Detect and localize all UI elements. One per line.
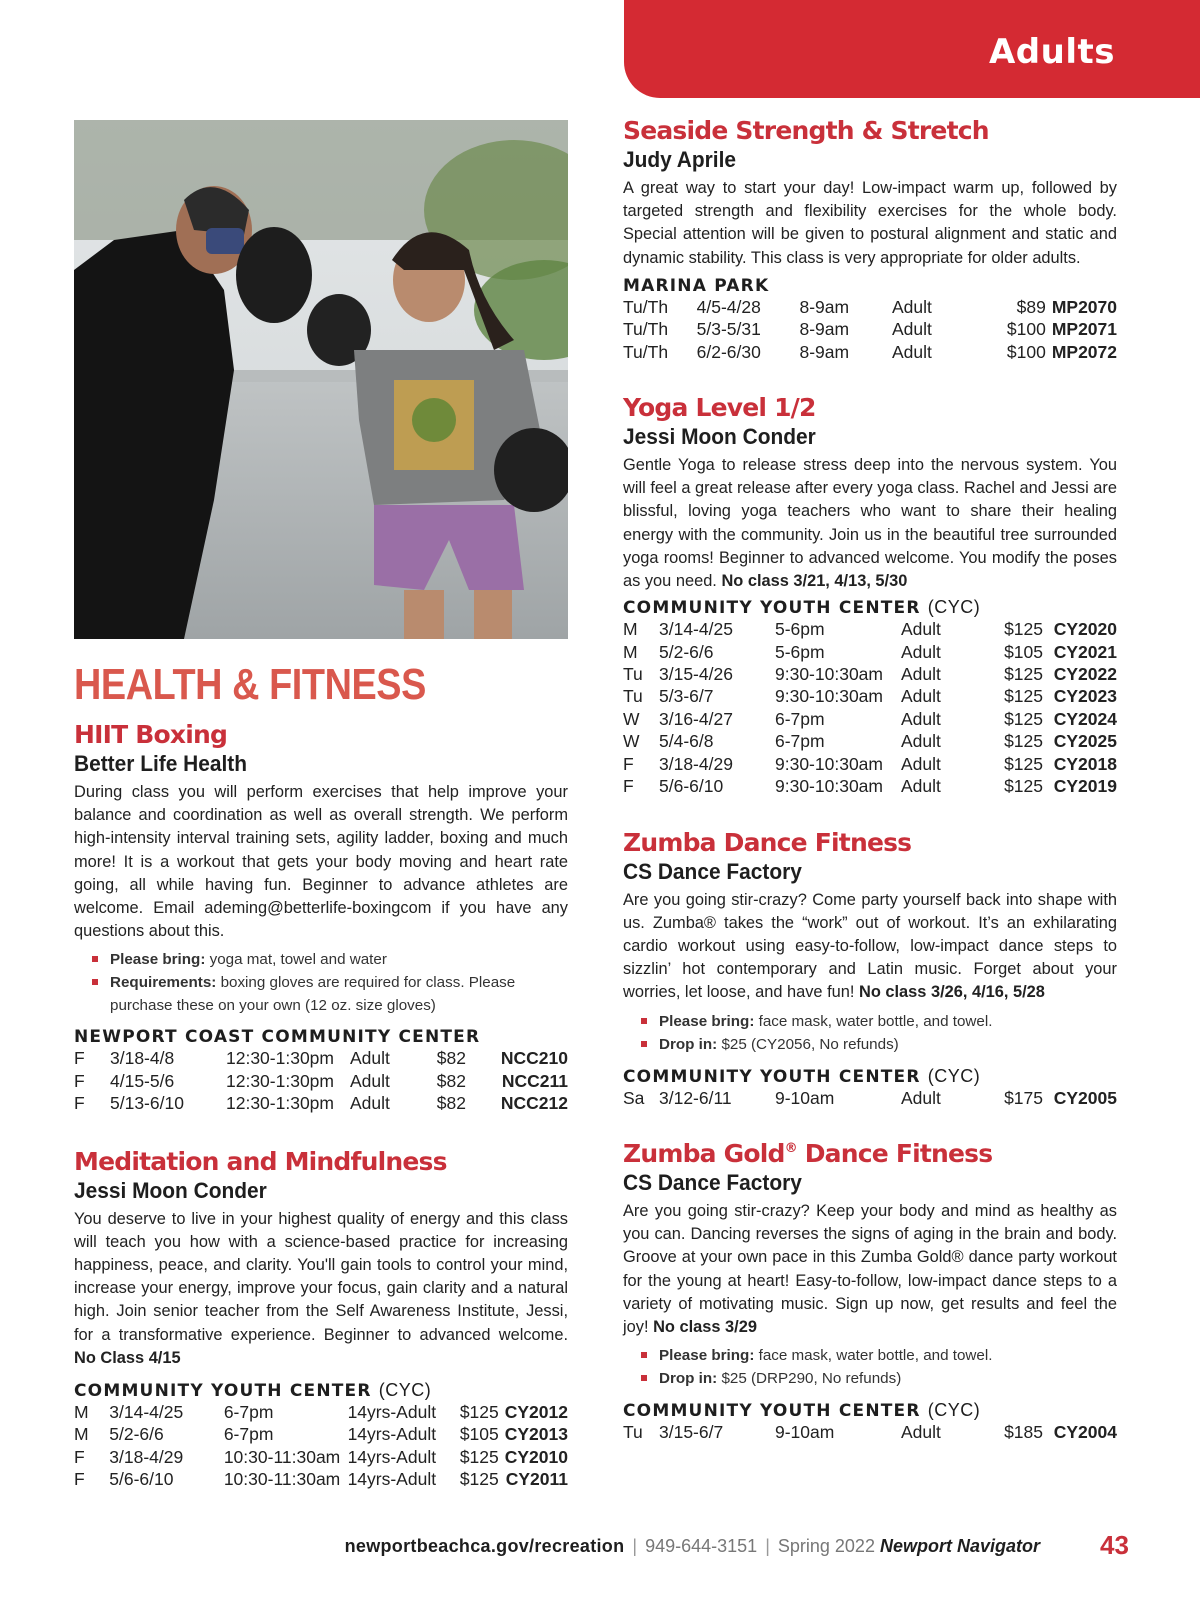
table-row: M 3/14-4/25 6-7pm 14yrs-Adult $125 CY2012: [74, 1402, 568, 1423]
class-yoga: [623, 393, 1117, 797]
boxing-class-photo: [74, 120, 568, 639]
table-row: F 4/15-5/6 12:30-1:30pm Adult $82 NCC211: [74, 1070, 568, 1091]
bullet-item: Drop in: $25 (CY2056, No refunds): [641, 1033, 1117, 1056]
table-row: W 5/4-6/8 6-7pm Adult $125 CY2025: [623, 731, 1117, 752]
class-description: A great way to start your day! Low-impact warm up, followed by targeted strength and flexibility exercises for the whole body. Special attention will be given to postural alignment and static and dynamic stability. This class is very appropriate for older adults.: [623, 179, 1117, 267]
bullet-item: Please bring: yoga mat, towel and water: [92, 948, 568, 971]
class-title: Zumba Gold® Dance Fitness: [623, 1138, 993, 1168]
class-zumba: [623, 828, 1117, 1109]
class-instructor: Jessi Moon Conder: [623, 424, 816, 450]
class-bullets: [641, 1010, 1117, 1056]
section-title: HEALTH & FITNESS: [74, 660, 426, 709]
class-note: No class 3/29: [653, 1317, 757, 1336]
class-bullets: [92, 948, 568, 1017]
right-column: [623, 116, 1117, 1444]
bullet-item: Drop in: $25 (DRP290, No refunds): [641, 1367, 1117, 1390]
table-row: F 5/6-6/10 9:30-10:30am Adult $125 CY2019: [623, 776, 1117, 797]
class-location: NEWPORT COAST COMMUNITY CENTER: [74, 1027, 481, 1048]
schedule-table: [74, 1047, 568, 1114]
footer-text: newportbeachca.gov/recreation | 949-644-3151 | Spring 2022 Newport Navigator: [344, 1536, 1040, 1556]
class-zumba-gold: [623, 1139, 1117, 1444]
schedule-table: [623, 618, 1117, 797]
class-instructor: Better Life Health: [74, 751, 248, 776]
class-title: Seaside Strength & Stretch: [623, 116, 989, 145]
class-title: Zumba Dance Fitness: [623, 827, 912, 857]
class-note: No class 3/21, 4/13, 5/30: [721, 572, 908, 591]
table-row: F 3/18-4/29 9:30-10:30am Adult $125 CY2018: [623, 753, 1117, 774]
table-row: Tu/Th 4/5-4/28 8-9am Adult $89 MP2070: [623, 296, 1117, 317]
table-row: M 5/2-6/6 6-7pm 14yrs-Adult $105 CY2013: [74, 1424, 568, 1445]
class-title: Meditation and Mindfulness: [74, 1146, 447, 1176]
class-note: No Class 4/15: [74, 1348, 181, 1367]
class-description: Gentle Yoga to release stress deep into the nervous system. You will feel a great release after every yoga class. Rachel and Jessi are blissful, loving yoga teachers who want to share their healing energy with the community. Join us in the beautiful tree surrounded yoga rooms! Beginner to advanced welcome. You modify the poses as you need. No class 3/21, 4/13, 5/30: [623, 456, 1117, 591]
class-location: MARINA PARK: [623, 275, 770, 296]
bullet-item: Please bring: face mask, water bottle, and towel.: [641, 1344, 1117, 1367]
schedule-table: [623, 296, 1117, 363]
table-row: W 3/16-4/27 6-7pm Adult $125 CY2024: [623, 708, 1117, 729]
schedule-table: [74, 1401, 568, 1491]
class-bullets: [641, 1344, 1117, 1390]
footer-url[interactable]: newportbeachca.gov/recreation: [344, 1536, 625, 1556]
bullet-item: Please bring: face mask, water bottle, and towel.: [641, 1010, 1117, 1033]
table-row: Tu/Th 6/2-6/30 8-9am Adult $100 MP2072: [623, 341, 1117, 362]
class-title: HIIT Boxing: [74, 720, 228, 749]
class-location: COMMUNITY YOUTH CENTER (CYC): [74, 1380, 432, 1402]
class-meditation: [74, 1147, 568, 1491]
bullet-item: Requirements: boxing gloves are required for class. Please purchase these on your own (12 oz. size gloves): [92, 971, 568, 1017]
schedule-table: [623, 1087, 1117, 1109]
table-row: M 3/14-4/25 5-6pm Adult $125 CY2020: [623, 619, 1117, 640]
class-instructor: CS Dance Factory: [623, 1169, 802, 1195]
table-row: F 5/13-6/10 12:30-1:30pm Adult $82 NCC212: [74, 1093, 568, 1114]
class-title: Yoga Level 1/2: [623, 393, 816, 423]
schedule-table: [623, 1421, 1117, 1443]
footer-phone: 949-644-3151: [645, 1536, 758, 1556]
table-row: F 5/6-6/10 10:30-11:30am 14yrs-Adult $125 CY2011: [74, 1469, 568, 1490]
page-number: 43: [1100, 1530, 1129, 1560]
table-row: Tu 3/15-4/26 9:30-10:30am Adult $125 CY2022: [623, 664, 1117, 685]
table-row: F 3/18-4/8 12:30-1:30pm Adult $82 NCC210: [74, 1048, 568, 1069]
class-description: Are you going stir-crazy? Come party yourself back into shape with us. Zumba® takes the “work” out of workout. It’s an exhilarating cardio workout using easy-to-follow, low-impact dance steps to sizzlin’ hot contemporary and Latin music. Forget about your worries, let loose, and have fun! No class 3/26, 4/16, 5/28: [623, 890, 1117, 1002]
class-description: You deserve to live in your highest quality of energy and this class will teach you how with a science-based practice for increasing happiness, peace, and clarity. You'll gain tools to control your mind, increase your energy, improve your focus, gain clarity and a natural high. Join senior teacher from the Self Awareness Institute, Jessi, for a transformative experience. Beginner to advanced welcome. No Class 4/15: [74, 1209, 568, 1367]
class-seaside-strength: [623, 116, 1117, 363]
class-description: Are you going stir-crazy? Keep your body and mind as healthy as you can. Dancing reverses the signs of aging in the brain and body. Groove at your own pace in this Zumba Gold® dance party workout for the young at heart! Easy-to-follow, low-impact dance steps to a variety of motivating music. Sign up now, get results and feel the joy! No class 3/29: [623, 1201, 1117, 1336]
table-row: F 3/18-4/29 10:30-11:30am 14yrs-Adult $125 CY2010: [74, 1446, 568, 1467]
class-location: COMMUNITY YOUTH CENTER (CYC): [623, 1400, 981, 1422]
table-row: Tu/Th 5/3-5/31 8-9am Adult $100 MP2071: [623, 319, 1117, 340]
table-row: M 5/2-6/6 5-6pm Adult $105 CY2021: [623, 641, 1117, 662]
class-instructor: Judy Aprile: [623, 147, 737, 172]
footer-magazine: Newport Navigator: [879, 1536, 1040, 1556]
class-instructor: Jessi Moon Conder: [74, 1177, 267, 1203]
section-tab-label: Adults: [988, 32, 1115, 72]
class-location: COMMUNITY YOUTH CENTER (CYC): [623, 1065, 981, 1087]
class-note: No class 3/26, 4/16, 5/28: [858, 983, 1045, 1002]
class-instructor: CS Dance Factory: [623, 858, 802, 884]
table-row: Tu 5/3-6/7 9:30-10:30am Adult $125 CY2023: [623, 686, 1117, 707]
table-row: Tu 3/15-6/7 9-10am Adult $185 CY2004: [623, 1422, 1117, 1443]
class-location: COMMUNITY YOUTH CENTER (CYC): [623, 597, 981, 619]
class-hiit-boxing: [74, 720, 568, 1115]
page-footer: [0, 1530, 1200, 1564]
left-column: [74, 660, 568, 1491]
table-row: Sa 3/12-6/11 9-10am Adult $175 CY2005: [623, 1087, 1117, 1108]
section-tab: [624, 0, 1200, 98]
footer-season: Spring 2022: [777, 1536, 875, 1556]
class-description: During class you will perform exercises that help improve your balance and coordination as well as overall strength. We perform high-intensity interval training sets, agility ladder, boxing and much more! It is a workout that gets your body moving and heart rate going, all while having fun. Beginner to advance athletes are welcome. Email ademing@betterlife-boxingcom if you have any questions about this.: [74, 783, 568, 941]
